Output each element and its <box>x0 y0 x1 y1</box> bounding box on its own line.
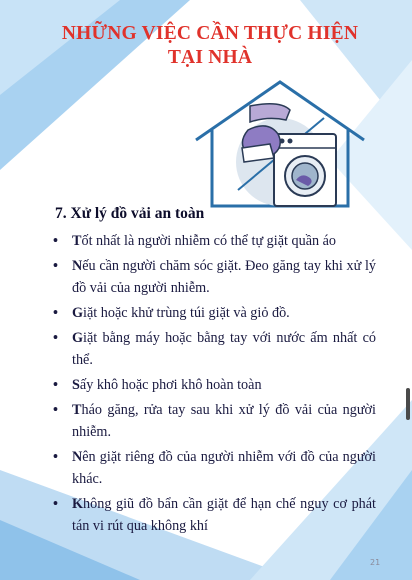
bullet-lead-letter: K <box>72 496 84 512</box>
bullet-list <box>50 230 376 540</box>
title-line-1: NHỮNG VIỆC CẦN THỰC HIỆN <box>61 23 359 44</box>
bullet-text: hông giũ đồ bẩn cần giặt để hạn chế nguy cơ phát tán vi rút qua không khí <box>72 496 376 534</box>
bullet-lead-letter: T <box>72 233 82 249</box>
list-item <box>50 446 376 490</box>
bullet-text: háo găng, rửa tay sau khi xử lý đồ vải của người nhiễm. <box>72 402 376 440</box>
list-item <box>50 302 376 324</box>
bullet-icon: • <box>53 496 58 512</box>
bullet-lead-letter: N <box>72 449 83 465</box>
bullet-icon: • <box>53 377 58 393</box>
bullet-icon: • <box>53 402 58 418</box>
bullet-lead-letter: G <box>72 305 84 321</box>
bullet-text: ấy khô hoặc phơi khô hoàn toàn <box>79 377 262 393</box>
bullet-lead-letter: G <box>72 330 84 346</box>
scrollbar-thumb[interactable] <box>406 388 410 420</box>
bullet-icon: • <box>53 258 58 274</box>
title-line-2: TẠI NHÀ <box>167 47 253 68</box>
bullet-icon: • <box>53 449 58 465</box>
list-item <box>50 255 376 299</box>
house-laundry-icon <box>190 78 370 218</box>
bullet-lead-letter: S <box>72 377 80 393</box>
list-item <box>50 230 376 252</box>
bullet-icon: • <box>53 330 58 346</box>
bullet-icon: • <box>53 233 58 249</box>
bullet-lead-letter: T <box>72 402 82 418</box>
list-item <box>50 327 376 371</box>
bullet-text: ốt nhất là người nhiễm có thể tự giặt quần áo <box>81 233 337 249</box>
page-title <box>40 22 380 70</box>
list-item <box>50 493 376 537</box>
page-number: 21 <box>370 558 381 567</box>
bullet-text: iặt bằng máy hoặc bằng tay với nước ấm nhất có thể. <box>72 330 376 368</box>
bullet-icon: • <box>53 305 58 321</box>
list-item <box>50 374 376 396</box>
bullet-lead-letter: N <box>72 258 83 274</box>
bullet-text: ếu cần người chăm sóc giặt. Đeo găng tay khi xử lý đồ vải của người nhiễm. <box>72 258 376 296</box>
bullet-text: iặt hoặc khử trùng túi giặt và giỏ đồ. <box>83 305 290 321</box>
section-title: 7. Xử lý đồ vải an toàn <box>55 205 205 222</box>
bullet-text: ên giặt riêng đồ của người nhiễm với đồ của người khác. <box>72 449 376 487</box>
list-item <box>50 399 376 443</box>
